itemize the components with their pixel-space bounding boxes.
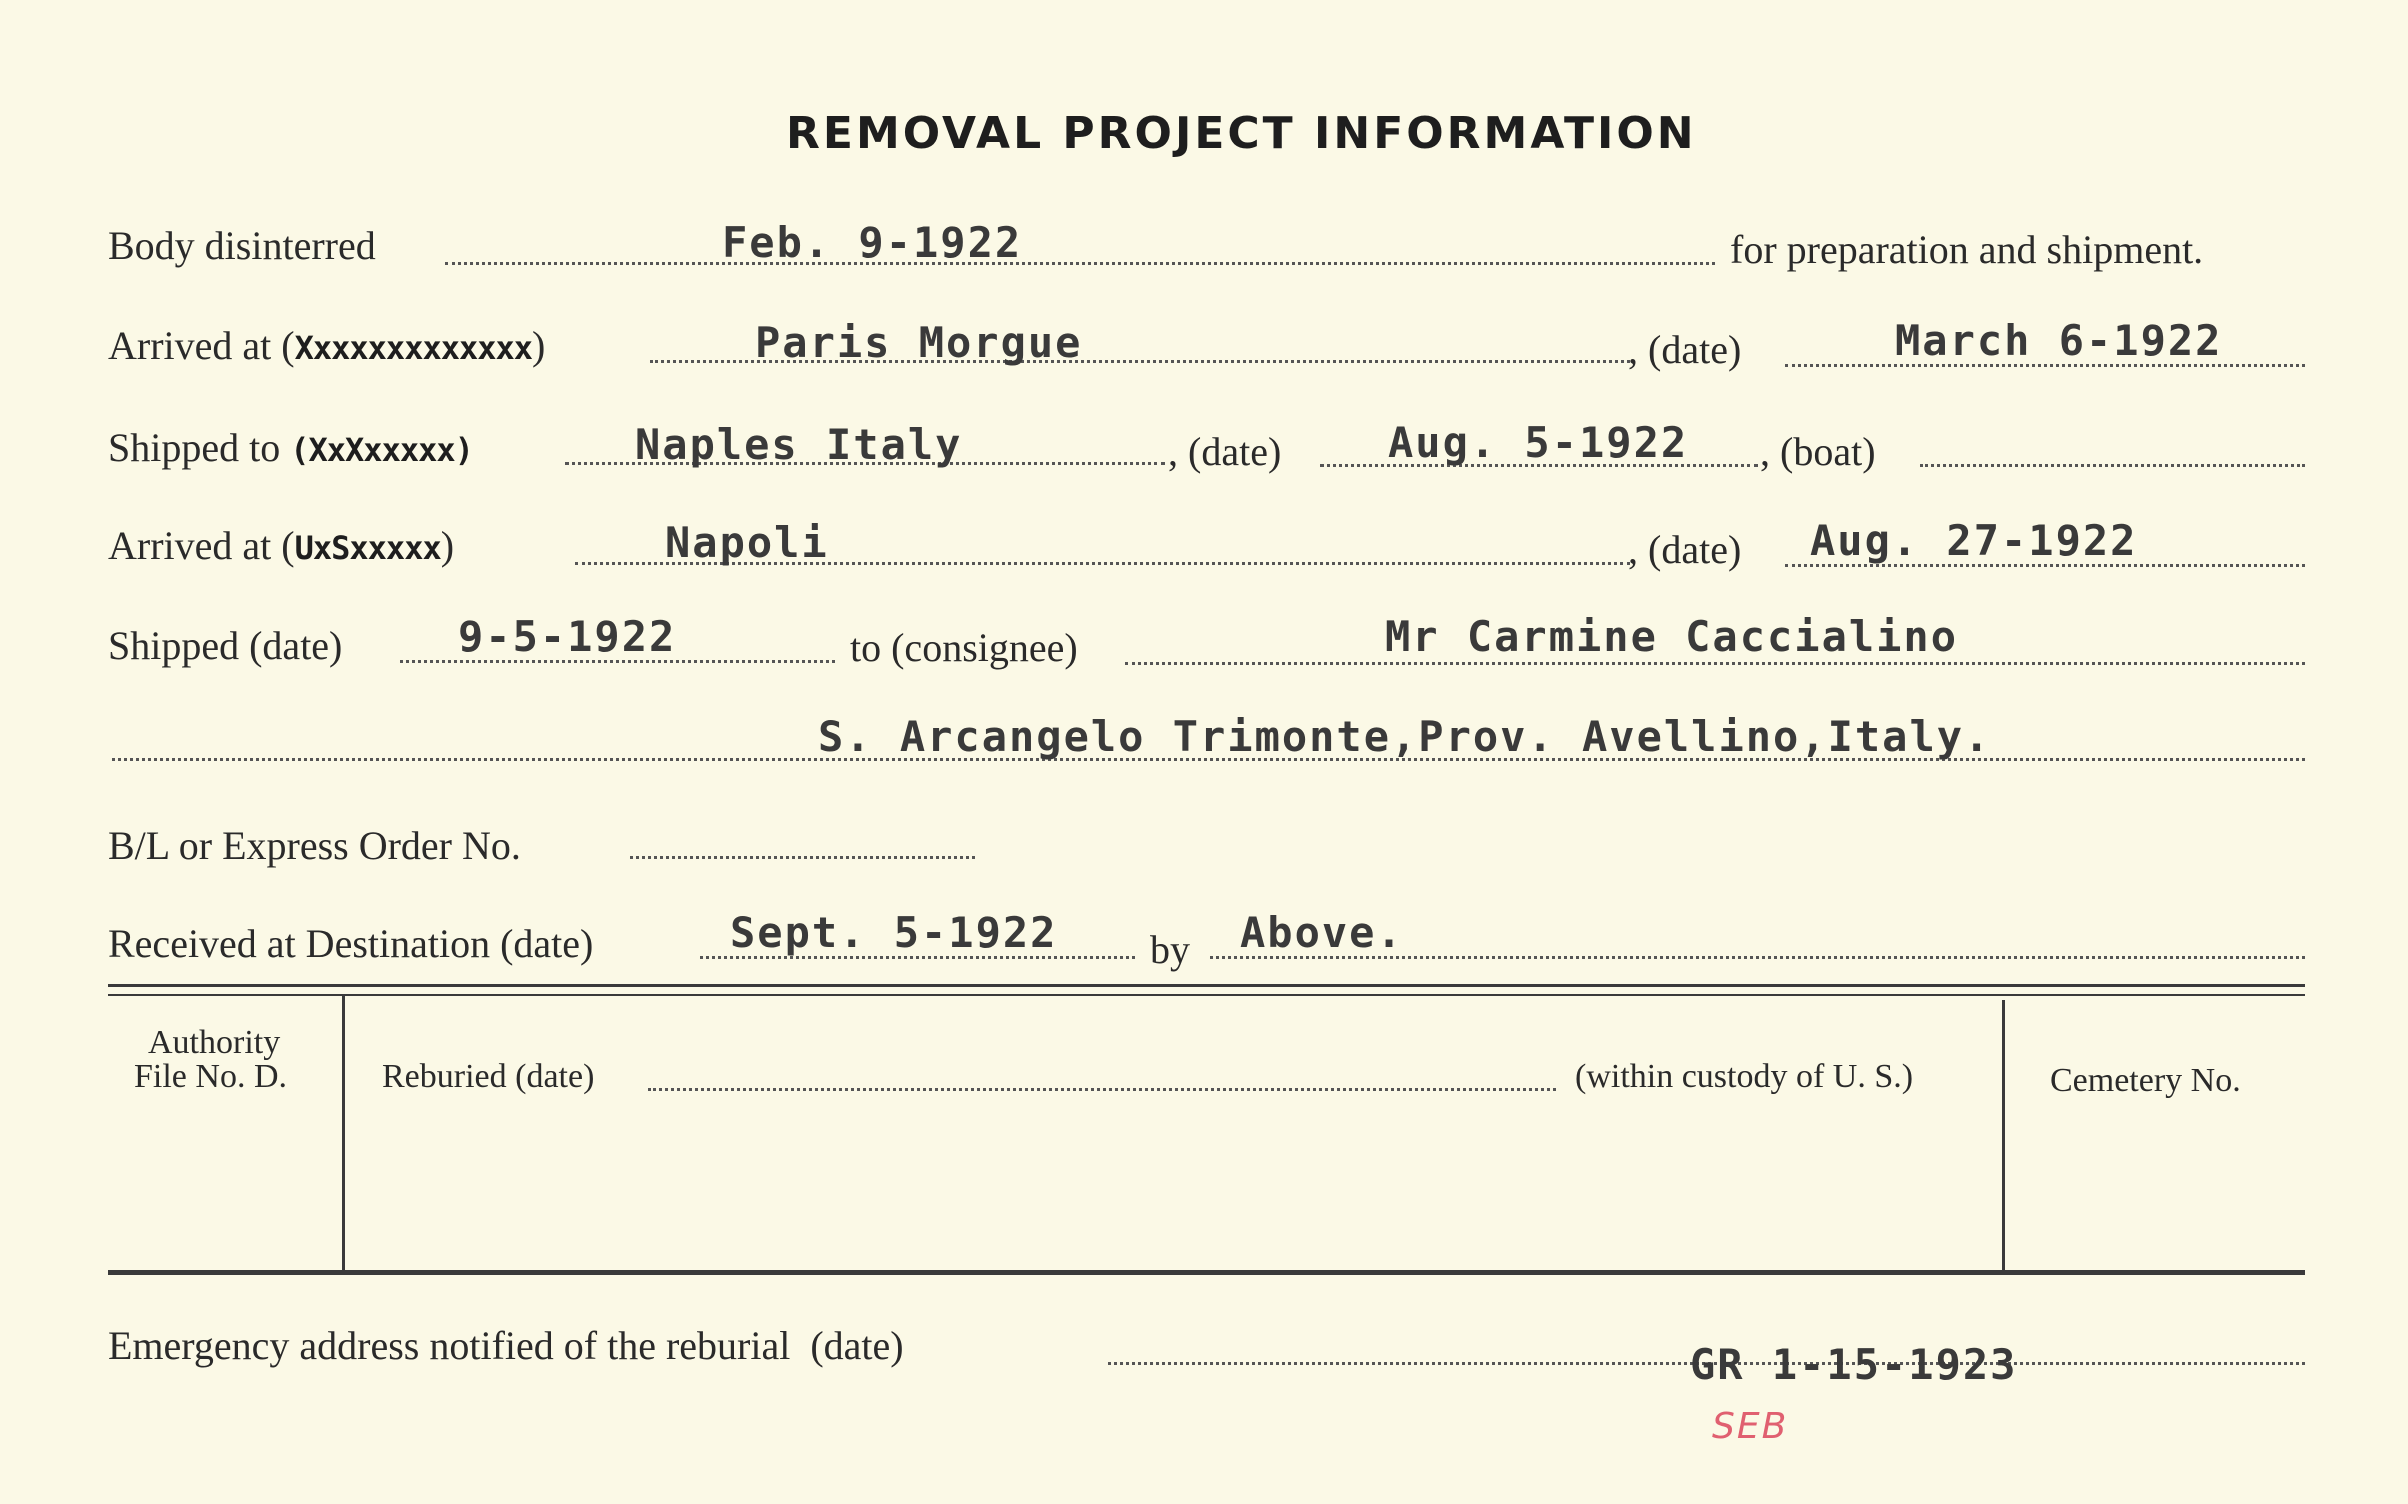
table-divider-left [342, 996, 345, 1270]
emergency-address-label: Emergency address notified of the reburial (date) [108, 1323, 904, 1368]
body-disinterred-value: Feb. 9-1922 [722, 218, 1023, 267]
shipped-to-value: Naples Italy [635, 420, 963, 469]
arrived-date-label: , (date) [1628, 327, 1742, 372]
authority-label-line1: Authority [148, 1024, 281, 1061]
received-destination-label: Received at Destination (date) [108, 921, 594, 966]
boat-line [1920, 464, 2305, 467]
custody-label: (within custody of U. S.) [1575, 1058, 1914, 1095]
body-disinterred-line [445, 262, 1715, 265]
arrived-at-value: Paris Morgue [755, 318, 1083, 367]
shipped-date-value-2: 9-5-1922 [458, 612, 677, 661]
shipped-date-label-2: Shipped (date) [108, 623, 343, 668]
form-title: REMOVAL PROJECT INFORMATION [786, 108, 1697, 159]
received-by-label: by [1150, 927, 1190, 972]
authority-label-line2: File No. D. [134, 1058, 287, 1095]
shipped-to-label: Shipped to (XxXxxxxx) [108, 425, 473, 470]
table-divider-right [2002, 1000, 2005, 1274]
cemetery-label: Cemetery No. [2050, 1062, 2241, 1099]
reburied-line [648, 1088, 1556, 1091]
body-disinterred-label: Body disinterred [108, 223, 376, 268]
table-bottom-rule [108, 1270, 2305, 1275]
shipped-to-struck-text: (XxXxxxxx) [290, 431, 473, 469]
consignee-address-value: S. Arcangelo Trimonte,Prov. Avellino,Italy. [818, 712, 1992, 761]
shipped-date-value: Aug. 5-1922 [1388, 418, 1689, 467]
table-top-rule-inner [108, 994, 2305, 996]
arrived-at-port-label: Arrived at (UxSxxxxx) [108, 523, 455, 568]
arrived-port-date-value: Aug. 27-1922 [1810, 516, 2138, 565]
reburied-label: Reburied (date) [382, 1058, 595, 1095]
emergency-address-value: GR 1-15-1923 [1690, 1340, 2018, 1389]
arrived-at-port-value: Napoli [665, 518, 829, 567]
consignee-label: to (consignee) [850, 625, 1078, 670]
arrived-at-label: Arrived at (Xxxxxxxxxxxxx) [108, 323, 546, 368]
received-by-value: Above. [1240, 908, 1404, 957]
bl-order-label: B/L or Express Order No. [108, 823, 521, 868]
arrived-at-port-struck-text: UxSxxxxx [294, 529, 441, 567]
shipment-suffix-label: for preparation and shipment. [1730, 227, 2204, 272]
bl-order-line [630, 856, 975, 859]
consignee-value: Mr Carmine Caccialino [1385, 612, 1959, 661]
arrived-at-struck-text: Xxxxxxxxxxxxx [294, 329, 533, 367]
boat-label: , (boat) [1760, 429, 1876, 474]
consignee-line [1125, 662, 2305, 665]
received-destination-value: Sept. 5-1922 [730, 908, 1058, 957]
shipped-date-label: , (date) [1168, 429, 1282, 474]
table-top-rule [108, 984, 2305, 987]
handwritten-initials: SEB [1712, 1406, 1789, 1447]
arrived-date-value: March 6-1922 [1895, 316, 2223, 365]
arrived-port-date-label: , (date) [1628, 527, 1742, 572]
